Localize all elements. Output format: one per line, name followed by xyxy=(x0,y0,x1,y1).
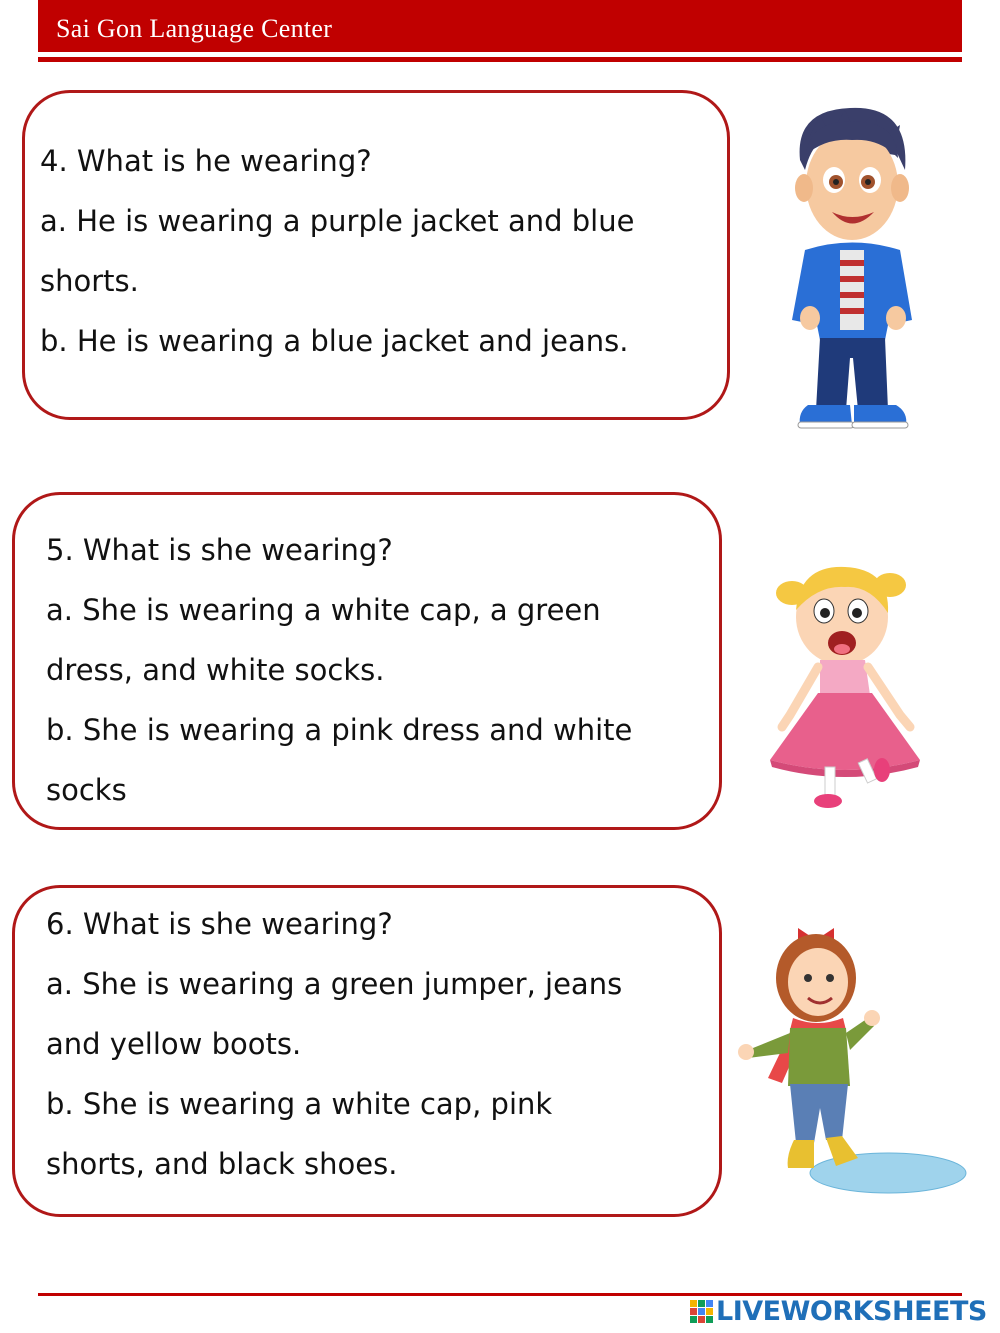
boy-picture xyxy=(770,100,930,440)
liveworksheets-logo-icon xyxy=(690,1300,714,1324)
answer-option-a[interactable]: a. He is wearing a purple jacket and blue xyxy=(40,204,635,238)
answer-option-b-cont[interactable]: socks xyxy=(46,773,127,807)
liveworksheets-brand: LIVEWORKSHEETS xyxy=(716,1296,987,1327)
header-title: Sai Gon Language Center xyxy=(56,14,333,43)
answer-option-b-cont[interactable]: shorts, and black shoes. xyxy=(46,1147,398,1181)
answer-option-a[interactable]: a. She is wearing a green jumper, jeans xyxy=(46,967,623,1001)
question-text-6 xyxy=(46,894,622,1194)
answer-option-a-cont[interactable]: dress, and white socks. xyxy=(46,653,385,687)
girl-pink-dress-picture xyxy=(750,555,940,815)
answer-option-b[interactable]: b. She is wearing a white cap, pink xyxy=(46,1087,553,1121)
question-prompt: 6. What is she wearing? xyxy=(46,907,393,941)
question-text-4 xyxy=(40,131,634,371)
question-prompt: 4. What is he wearing? xyxy=(40,144,372,178)
girl-green-jumper-picture xyxy=(738,918,973,1203)
answer-option-a-cont[interactable]: and yellow boots. xyxy=(46,1027,302,1061)
question-text-5 xyxy=(46,520,632,820)
answer-option-b[interactable]: b. He is wearing a blue jacket and jeans. xyxy=(40,324,629,358)
answer-option-a[interactable]: a. She is wearing a white cap, a green xyxy=(46,593,601,627)
answer-option-b[interactable]: b. She is wearing a pink dress and white xyxy=(46,713,633,747)
question-prompt: 5. What is she wearing? xyxy=(46,533,393,567)
header-bar xyxy=(38,0,962,52)
answer-option-a-cont[interactable]: shorts. xyxy=(40,264,139,298)
header-divider xyxy=(38,57,962,62)
liveworksheets-logo[interactable] xyxy=(690,1296,990,1328)
